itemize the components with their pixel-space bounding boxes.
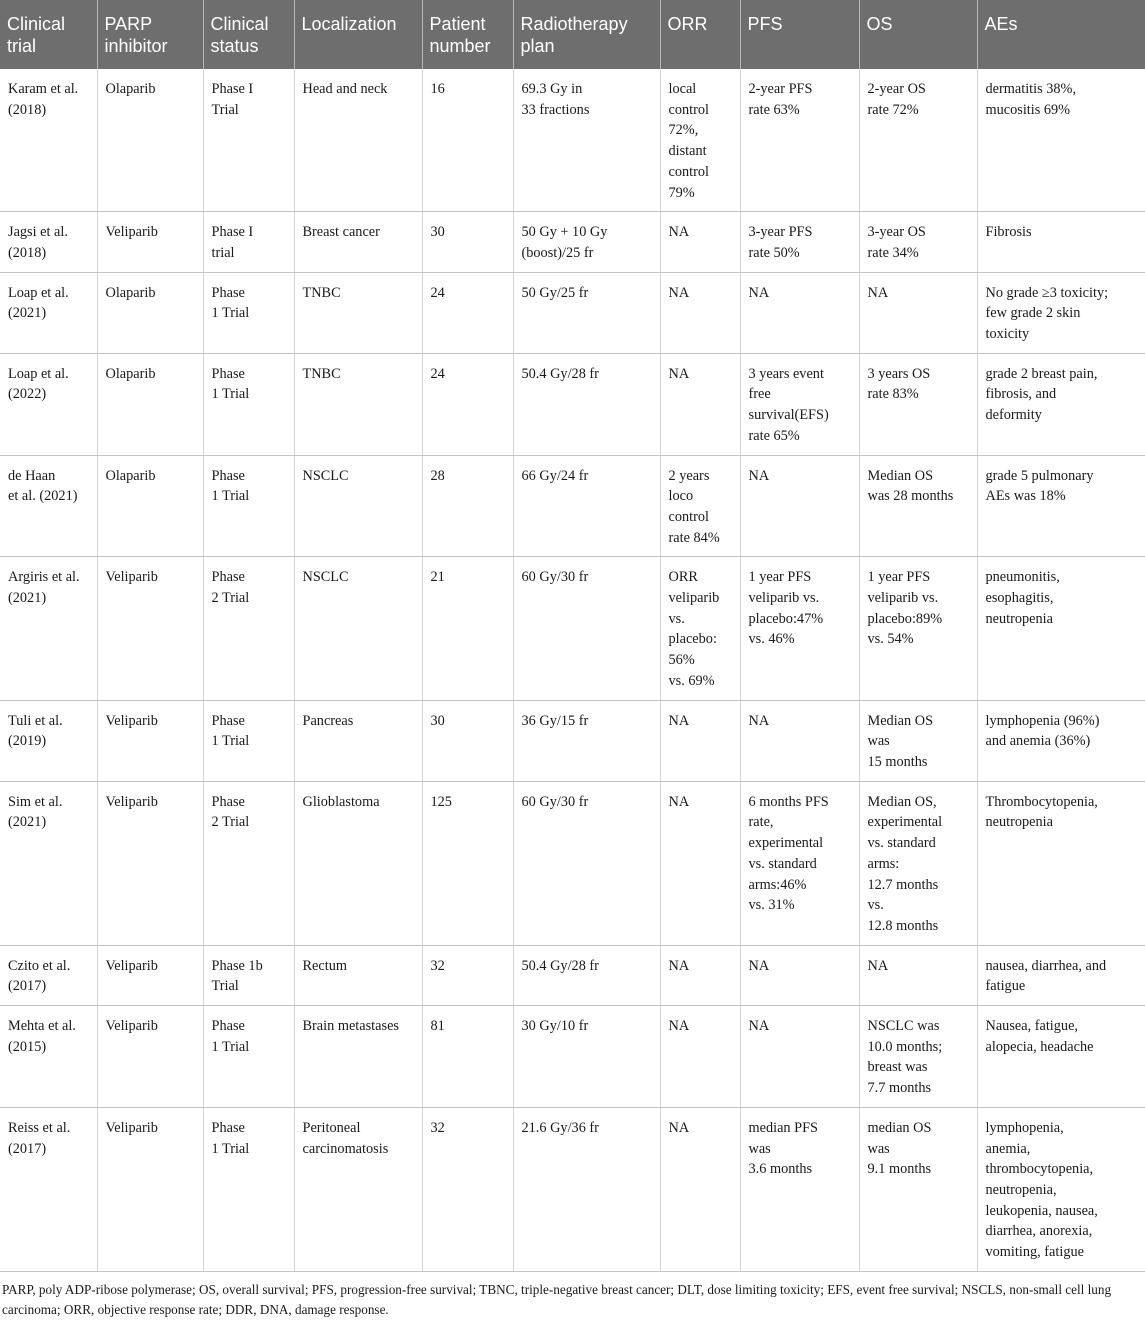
cell-clinical-trial: Loap et al. (2022) — [0, 353, 97, 455]
cell-aes: No grade ≥3 toxicity; few grade 2 skin toxicity — [977, 272, 1145, 353]
cell-clinical-status: Phase 2 Trial — [203, 781, 294, 945]
cell-aes: grade 5 pulmonary AEs was 18% — [977, 455, 1145, 557]
cell-aes: pneumonitis, esophagitis, neutropenia — [977, 557, 1145, 700]
cell-os: NA — [859, 945, 977, 1005]
cell-aes: lymphopenia (96%) and anemia (36%) — [977, 700, 1145, 781]
cell-os: Median OS was 15 months — [859, 700, 977, 781]
cell-clinical-trial: Loap et al. (2021) — [0, 272, 97, 353]
cell-parp-inhibitor: Olaparib — [97, 455, 203, 557]
cell-patient-number: 24 — [422, 272, 513, 353]
cell-os: NA — [859, 272, 977, 353]
cell-parp-inhibitor: Veliparib — [97, 212, 203, 272]
cell-clinical-status: Phase 2 Trial — [203, 557, 294, 700]
header-os: OS — [859, 0, 977, 69]
cell-radiotherapy-plan: 69.3 Gy in 33 fractions — [513, 69, 660, 212]
cell-localization: Brain metastases — [294, 1006, 422, 1108]
cell-pfs: median PFS was 3.6 months — [740, 1107, 859, 1271]
cell-radiotherapy-plan: 60 Gy/30 fr — [513, 557, 660, 700]
cell-clinical-trial: Mehta et al. (2015) — [0, 1006, 97, 1108]
table-row — [0, 945, 1145, 1005]
cell-clinical-trial: de Haan et al. (2021) — [0, 455, 97, 557]
cell-localization: Rectum — [294, 945, 422, 1005]
cell-orr: NA — [660, 781, 740, 945]
cell-localization: TNBC — [294, 353, 422, 455]
cell-pfs: NA — [740, 945, 859, 1005]
cell-parp-inhibitor: Veliparib — [97, 1107, 203, 1271]
cell-orr: ORR veliparib vs. placebo: 56% vs. 69% — [660, 557, 740, 700]
cell-pfs: NA — [740, 1006, 859, 1108]
table-row — [0, 1107, 1145, 1271]
cell-radiotherapy-plan: 30 Gy/10 fr — [513, 1006, 660, 1108]
cell-pfs: NA — [740, 455, 859, 557]
cell-pfs: 2-year PFS rate 63% — [740, 69, 859, 212]
cell-aes: dermatitis 38%, mucositis 69% — [977, 69, 1145, 212]
cell-patient-number: 28 — [422, 455, 513, 557]
header-localization: Localization — [294, 0, 422, 69]
cell-patient-number: 16 — [422, 69, 513, 212]
cell-clinical-status: Phase 1b Trial — [203, 945, 294, 1005]
cell-aes: Nausea, fatigue, alopecia, headache — [977, 1006, 1145, 1108]
table-row — [0, 272, 1145, 353]
cell-parp-inhibitor: Veliparib — [97, 700, 203, 781]
cell-pfs: 3-year PFS rate 50% — [740, 212, 859, 272]
header-aes: AEs — [977, 0, 1145, 69]
header-parp-inhibitor: PARP inhibitor — [97, 0, 203, 69]
cell-patient-number: 30 — [422, 212, 513, 272]
cell-patient-number: 32 — [422, 945, 513, 1005]
table-row — [0, 212, 1145, 272]
cell-clinical-status: Phase I trial — [203, 212, 294, 272]
cell-orr: local control 72%, distant control 79% — [660, 69, 740, 212]
cell-os: Median OS was 28 months — [859, 455, 977, 557]
cell-aes: Fibrosis — [977, 212, 1145, 272]
cell-patient-number: 21 — [422, 557, 513, 700]
cell-radiotherapy-plan: 21.6 Gy/36 fr — [513, 1107, 660, 1271]
cell-clinical-status: Phase 1 Trial — [203, 455, 294, 557]
cell-localization: Head and neck — [294, 69, 422, 212]
table-footnote: PARP, poly ADP-ribose polymerase; OS, overall survival; PFS, progression-free survival; TBNC, triple-negative breast cancer; DLT, dose limiting toxicity; EFS, event free survival; NSCLS, non-small cell lung carcinoma; ORR, objective response rate; DDR, DNA, damage response. — [2, 1281, 1112, 1317]
cell-patient-number: 125 — [422, 781, 513, 945]
cell-orr: NA — [660, 1107, 740, 1271]
cell-radiotherapy-plan: 36 Gy/15 fr — [513, 700, 660, 781]
cell-clinical-trial: Reiss et al. (2017) — [0, 1107, 97, 1271]
cell-patient-number: 81 — [422, 1006, 513, 1108]
cell-clinical-status: Phase I Trial — [203, 69, 294, 212]
cell-radiotherapy-plan: 50.4 Gy/28 fr — [513, 945, 660, 1005]
cell-aes: nausea, diarrhea, and fatigue — [977, 945, 1145, 1005]
table-row — [0, 781, 1145, 945]
header-clinical-status: Clinical status — [203, 0, 294, 69]
cell-clinical-trial: Argiris et al. (2021) — [0, 557, 97, 700]
cell-orr: 2 years loco control rate 84% — [660, 455, 740, 557]
cell-aes: lymphopenia, anemia, thrombocytopenia, neutropenia, leukopenia, nausea, diarrhea, anorexia, vomiting, fatigue — [977, 1107, 1145, 1271]
cell-localization: NSCLC — [294, 557, 422, 700]
cell-os: NSCLC was 10.0 months; breast was 7.7 months — [859, 1006, 977, 1108]
cell-parp-inhibitor: Olaparib — [97, 272, 203, 353]
cell-os: 3 years OS rate 83% — [859, 353, 977, 455]
cell-radiotherapy-plan: 50.4 Gy/28 fr — [513, 353, 660, 455]
cell-orr: NA — [660, 212, 740, 272]
cell-orr: NA — [660, 1006, 740, 1108]
cell-radiotherapy-plan: 50 Gy + 10 Gy (boost)/25 fr — [513, 212, 660, 272]
cell-radiotherapy-plan: 60 Gy/30 fr — [513, 781, 660, 945]
table-row — [0, 1006, 1145, 1108]
cell-pfs: NA — [740, 700, 859, 781]
cell-patient-number: 32 — [422, 1107, 513, 1271]
cell-localization: NSCLC — [294, 455, 422, 557]
cell-aes: grade 2 breast pain, fibrosis, and deformity — [977, 353, 1145, 455]
table-body — [0, 69, 1145, 1271]
cell-clinical-trial: Tuli et al. (2019) — [0, 700, 97, 781]
cell-clinical-trial: Karam et al. (2018) — [0, 69, 97, 212]
cell-orr: NA — [660, 700, 740, 781]
cell-localization: Breast cancer — [294, 212, 422, 272]
cell-clinical-status: Phase 1 Trial — [203, 272, 294, 353]
cell-localization: TNBC — [294, 272, 422, 353]
header-radiotherapy-plan: Radiotherapy plan — [513, 0, 660, 69]
cell-orr: NA — [660, 945, 740, 1005]
cell-patient-number: 24 — [422, 353, 513, 455]
cell-parp-inhibitor: Veliparib — [97, 781, 203, 945]
table-row — [0, 700, 1145, 781]
cell-os: Median OS, experimental vs. standard arms: 12.7 months vs. 12.8 months — [859, 781, 977, 945]
cell-localization: Pancreas — [294, 700, 422, 781]
table-row — [0, 69, 1145, 212]
cell-parp-inhibitor: Veliparib — [97, 557, 203, 700]
table-row — [0, 455, 1145, 557]
cell-clinical-status: Phase 1 Trial — [203, 353, 294, 455]
header-patient-number: Patient number — [422, 0, 513, 69]
cell-pfs: 1 year PFS veliparib vs. placebo:47% vs. 46% — [740, 557, 859, 700]
cell-os: 1 year PFS veliparib vs. placebo:89% vs. 54% — [859, 557, 977, 700]
cell-radiotherapy-plan: 50 Gy/25 fr — [513, 272, 660, 353]
cell-clinical-status: Phase 1 Trial — [203, 1006, 294, 1108]
cell-os: median OS was 9.1 months — [859, 1107, 977, 1271]
table-header — [0, 0, 1145, 69]
cell-parp-inhibitor: Olaparib — [97, 353, 203, 455]
cell-os: 2-year OS rate 72% — [859, 69, 977, 212]
cell-patient-number: 30 — [422, 700, 513, 781]
header-orr: ORR — [660, 0, 740, 69]
header-clinical-trial: Clinical trial — [0, 0, 97, 69]
cell-clinical-status: Phase 1 Trial — [203, 700, 294, 781]
cell-pfs: NA — [740, 272, 859, 353]
cell-clinical-trial: Czito et al. (2017) — [0, 945, 97, 1005]
cell-parp-inhibitor: Olaparib — [97, 69, 203, 212]
cell-clinical-trial: Jagsi et al. (2018) — [0, 212, 97, 272]
cell-clinical-trial: Sim et al. (2021) — [0, 781, 97, 945]
header-pfs: PFS — [740, 0, 859, 69]
cell-parp-inhibitor: Veliparib — [97, 945, 203, 1005]
header-row — [0, 0, 1145, 69]
cell-localization: Glioblastoma — [294, 781, 422, 945]
cell-parp-inhibitor: Veliparib — [97, 1006, 203, 1108]
table-row — [0, 557, 1145, 700]
cell-aes: Thrombocytopenia, neutropenia — [977, 781, 1145, 945]
cell-localization: Peritoneal carcinomatosis — [294, 1107, 422, 1271]
cell-clinical-status: Phase 1 Trial — [203, 1107, 294, 1271]
cell-orr: NA — [660, 272, 740, 353]
cell-pfs: 6 months PFS rate, experimental vs. standard arms:46% vs. 31% — [740, 781, 859, 945]
cell-pfs: 3 years event free survival(EFS) rate 65% — [740, 353, 859, 455]
cell-orr: NA — [660, 353, 740, 455]
cell-os: 3-year OS rate 34% — [859, 212, 977, 272]
table-row — [0, 353, 1145, 455]
cell-radiotherapy-plan: 66 Gy/24 fr — [513, 455, 660, 557]
